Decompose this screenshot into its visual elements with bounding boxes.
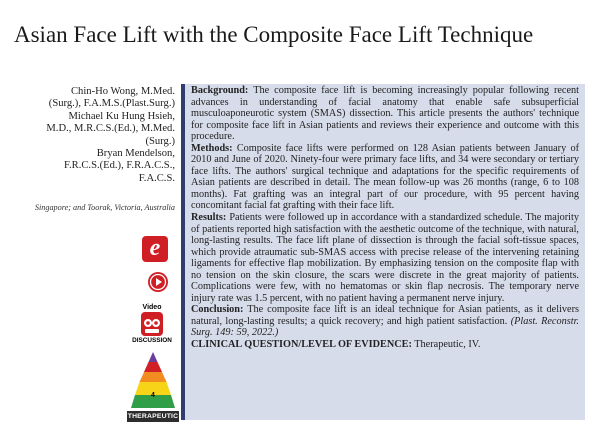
abstract-box — [181, 84, 585, 420]
author-list — [20, 86, 175, 185]
therapeutic-label: THERAPEUTIC — [127, 413, 179, 420]
methods-paragraph — [191, 143, 579, 212]
e-content-icon[interactable] — [142, 236, 168, 262]
article-title: Asian Face Lift with the Composite Face Lift Technique — [14, 22, 534, 48]
methods-label: Methods: — [191, 142, 233, 154]
methods-text: Composite face lifts were performed on 128 Asian patients between January of 2010 and June of 2020. Ninety-four were primary face lifts, and 34 were secondary or tertiary face lifts. The authors' surgical technique and adaptations for the specific requirements of Asian patients are described in detail. The mean follow-up was 26 months (range, 6 to 108 months). Fat grafting was an integral part of our procedure, with 95 percent having concomitant facial fat grafting with their face lift. — [191, 142, 579, 212]
author-line: (Surg.), F.A.M.S.(Plast.Surg.) — [48, 98, 175, 110]
author-line: Chin-Ho Wong, M.Med. — [70, 86, 175, 97]
play-video-icon[interactable] — [147, 271, 169, 293]
evidence-pyramid-icon — [130, 350, 176, 410]
author-line: (Surg.) — [145, 135, 175, 147]
conclusion-label: Conclusion: — [191, 304, 244, 316]
citation: (Plast. Reconstr. Surg. 149: 59, 2022.) — [191, 315, 579, 339]
discussion-label: DISCUSSION — [132, 337, 172, 344]
clinical-question-text: Therapeutic, IV. — [414, 339, 481, 351]
results-paragraph — [191, 212, 579, 304]
e-letter: e — [149, 235, 161, 261]
author-line: M.D., M.R.C.S.(Ed.), M.Med. — [46, 123, 175, 135]
author-line: F.R.C.S.(Ed.), F.R.A.C.S., — [63, 160, 175, 172]
evidence-level-number: 4 — [151, 392, 155, 399]
background-label: Background: — [191, 85, 249, 96]
author-line: Bryan Mendelson, — [96, 148, 175, 160]
results-label: Results: — [191, 212, 227, 224]
clinical-question-paragraph — [191, 339, 579, 351]
results-text: Patients were followed up in accordance with a standardized schedule. The majority of patients reported high satisfaction with the aesthetic outcome of the technique, with natural, long-lasting results. The face lift plane of dissection is through the facial soft-tissue spaces, which provide atraumatic sub-SMAS access with precise release of the intervening retaining ligaments for effective flap mobilization. By emphasizing tension on the composite flap with no tension on the skin closure, the scars were discrete in the great majority of patients. Complications were few, with no hematomas or skin flap necrosis. The temporary nerve injury rate was 1.5 percent, with no patient having a permanent nerve injury. — [191, 212, 579, 304]
background-text: The composite face lift is becoming increasingly popular following recent advances in understanding of facial anatomy that enable safe subsuperficial musculoaponeurotic system (SMAS) dissection. This article presents the authors' technique for composite face lift in Asian patients and reviews their experience and outcome with this procedure. — [191, 85, 579, 143]
clinical-question-label: CLINICAL QUESTION/LEVEL OF EVIDENCE: — [191, 339, 412, 351]
affiliation: Singapore; and Toorak, Victoria, Australia — [34, 203, 175, 212]
conclusion-text: The composite face lift is an ideal technique for Asian patients, as it delivers natural, long-lasting results; a quick recovery; and high patient satisfaction. — [191, 304, 579, 327]
conclusion-paragraph — [191, 304, 579, 339]
author-line: F.A.C.S. — [138, 172, 175, 184]
video-label: Video — [142, 304, 162, 311]
background-paragraph — [191, 85, 579, 143]
author-line: Michael Ku Hung Hsieh, — [68, 110, 175, 122]
